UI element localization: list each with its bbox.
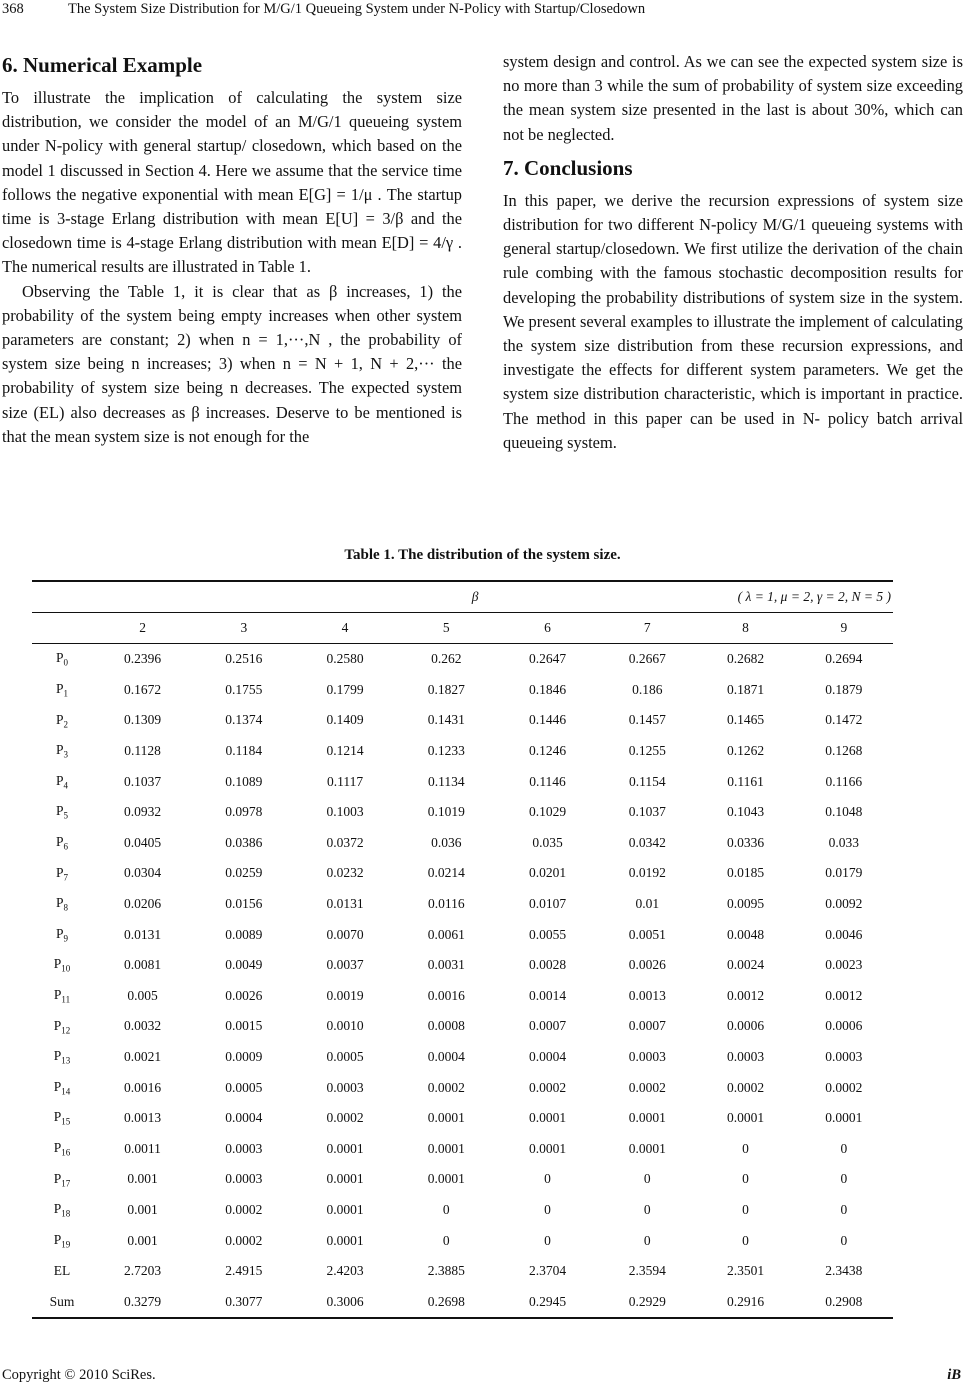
table-cell: 0.1184: [225, 743, 263, 759]
table-cell: 0.262: [431, 651, 462, 667]
beta-column-header: 8: [696, 613, 794, 644]
table-cell: 0.0201: [528, 865, 567, 881]
section-6-paragraph-2-continued: system design and control. As we can see the expected system size is no more than 3 while the sum of probability of system size exceeding the mean system size presented in the last is about 30%, which can not be neglected.: [503, 52, 963, 144]
row-label: $P_6$: [55, 834, 68, 852]
section-7-paragraph-1: In this paper, we derive the recursion expressions of system size distribution for two different N-policy M/G/1 queueing systems with general startup/closedown. We first utilize the derivation of the chain rule combing with the famous stochastic decomposition results for developing the probability distributions of system size in the system. We present several examples to illustrate the implement of calculating the system size distribution from these recursion expressions, and investigate the effects for different system parameters. We get the system size distribution characteristic, which is important in practice. The method in this paper can be used in N- policy batch arrival queueing system.: [503, 190, 963, 452]
table-cell: 0.0011: [124, 1140, 161, 1156]
copyright: Copyright © 2010 SciRes.: [2, 1367, 156, 1383]
distribution-table: [32, 580, 893, 1319]
table-cell: 0.186: [632, 681, 663, 697]
table-cell: 0.0005: [225, 1079, 263, 1095]
table-cell: 2.3704: [528, 1263, 567, 1279]
table-cell: 0.0259: [225, 865, 263, 881]
table-body: [32, 644, 893, 1319]
table-cell: 0.0024: [726, 957, 765, 973]
table-cell: 0.0002: [225, 1232, 263, 1248]
row-label: $P_8$: [55, 895, 68, 913]
table-cell: 0: [442, 1201, 450, 1217]
table-cell: 0.0131: [124, 926, 162, 942]
table-row: [32, 705, 893, 736]
table-cell: 0.0003: [225, 1140, 263, 1156]
table-row: [32, 858, 893, 889]
table-cell: 0.1134: [427, 773, 465, 789]
table-cell: 0.0001: [326, 1140, 364, 1156]
table-cell: 0.0037: [326, 957, 364, 973]
left-column: [2, 50, 462, 449]
table-cell: 0.0336: [726, 834, 765, 850]
row-label: $P_{14}$: [53, 1078, 71, 1097]
table-cell: 0.1755: [225, 681, 263, 697]
table-cell: 0: [742, 1140, 749, 1156]
table-cell: 0.2647: [528, 651, 567, 667]
table-cell: 2.4203: [326, 1263, 364, 1279]
table-cell: 0.0008: [427, 1018, 465, 1034]
table-cell: 0.0012: [726, 987, 765, 1003]
table-cell: 0.035: [532, 834, 563, 850]
table-cell: 0.0001: [326, 1171, 364, 1187]
table-cell: 0.0016: [427, 987, 465, 1003]
table-cell: 2.3438: [825, 1263, 863, 1279]
table-cell: 0.0005: [326, 1049, 364, 1065]
beta-column-header: 6: [497, 613, 598, 644]
table-cell: 0.0061: [427, 926, 465, 942]
table-cell: 0.0131: [326, 896, 364, 912]
table-cell: 0.0013: [628, 987, 666, 1003]
table-cell: 0.1048: [825, 804, 863, 820]
table-cell: 0.0031: [427, 957, 465, 973]
table-cell: 0.1431: [427, 712, 465, 728]
table-cell: 0.0002: [326, 1110, 364, 1126]
table-cell: 0.3077: [193, 1286, 294, 1318]
row-label: $P_{17}$: [53, 1170, 71, 1189]
table-cell: 0: [840, 1171, 848, 1187]
table-cell: 0.0001: [528, 1110, 567, 1126]
table-row: [32, 736, 893, 767]
beta-column-header: 2: [92, 613, 193, 644]
table-cell: 2.7203: [124, 1263, 162, 1279]
table-cell: 0.0028: [528, 957, 567, 973]
table-cell: 0.0156: [225, 896, 263, 912]
beta-column-header: 9: [795, 613, 893, 644]
table-cell: 0.0006: [726, 1018, 765, 1034]
table-cell: 0.2916: [696, 1286, 794, 1318]
table-row: [32, 1225, 893, 1256]
table-cell: 0.0405: [124, 834, 162, 850]
beta-column-header: 5: [396, 613, 497, 644]
table-cell: 0.0006: [825, 1018, 863, 1034]
table-cell: 0.1246: [528, 743, 567, 759]
table-cell: 0.0001: [326, 1201, 364, 1217]
table-cell: 0.0081: [124, 957, 162, 973]
table-row: [32, 981, 893, 1012]
table-cell: 0.0001: [825, 1110, 863, 1126]
table-cell: 0.2694: [825, 651, 863, 667]
table-cell: 0: [742, 1232, 749, 1248]
table-row: [32, 828, 893, 859]
table-cell: 0.0095: [726, 896, 765, 912]
table-cell: 0.1161: [727, 773, 764, 789]
table-cell: 0.0026: [225, 987, 263, 1003]
table-cell: 0.1233: [427, 743, 465, 759]
table-cell: 0.0001: [628, 1110, 666, 1126]
table-cell: 0.0002: [825, 1079, 863, 1095]
section-6-paragraph-2: Observing the Table 1, it is clear that as β increases, 1) the probability of the system being empty increases when other system parameters are constant; 2) when n = 1,···,N , the probability of system size being n increases; 3) when n = N + 1, N + 2,··· the probability of system size being n decreases. The expected system size (EL) also decreases as β increases. Deserve to be mentioned is that the mean system size is not enough for the: [2, 281, 462, 446]
table-cell: 0.0001: [628, 1140, 666, 1156]
table-cell: 0.0001: [326, 1232, 364, 1248]
row-label: $P_1$: [55, 681, 68, 699]
table-cell: 0.1799: [326, 681, 364, 697]
table-cell: 0.0214: [427, 865, 465, 881]
table-cell: 0.2682: [726, 651, 765, 667]
table-cell: 0.1465: [726, 712, 765, 728]
table-cell: 0.1374: [225, 712, 263, 728]
row-label: $P_5$: [55, 803, 68, 822]
table-cell: 0.0016: [124, 1079, 162, 1095]
table-cell: 0.1117: [326, 773, 364, 789]
table-cell: 0.0001: [427, 1171, 465, 1187]
table-cell: 0.0003: [225, 1171, 263, 1187]
table-cell: 0.0012: [825, 987, 863, 1003]
table-cell: 0.0003: [628, 1049, 666, 1065]
table-cell: 0.0185: [726, 865, 765, 881]
table-row: [32, 1256, 893, 1287]
table-beta-header-row: [32, 613, 893, 644]
row-label: $P_{10}$: [53, 956, 71, 975]
table-cell: 0.0013: [124, 1110, 162, 1126]
table-cell: 0.0026: [628, 957, 666, 973]
table-cell: 0.1037: [628, 804, 666, 820]
table-cell: 0.0179: [825, 865, 863, 881]
table-cell: 0.01: [635, 896, 660, 912]
row-label: $P_3$: [55, 742, 68, 760]
page-header: [0, 0, 965, 24]
row-label: $P_2$: [55, 711, 68, 730]
table-cell: 0.0089: [225, 926, 263, 942]
table-cell: 0.0046: [825, 926, 863, 942]
table-cell: 0.0932: [124, 804, 162, 820]
table-cell: 0.0192: [628, 865, 666, 881]
beta-column-header: 4: [294, 613, 395, 644]
table-cell: 0.2929: [598, 1286, 696, 1318]
table-row: [32, 1195, 893, 1226]
table-cell: 0.0032: [124, 1018, 162, 1034]
table-row: [32, 1164, 893, 1195]
table-cell: 0.1214: [326, 743, 364, 759]
row-label: Sum: [32, 1286, 92, 1318]
table-cell: 0.0002: [225, 1201, 263, 1217]
table-cell: 0: [840, 1232, 848, 1248]
row-label: $P_{16}$: [53, 1139, 71, 1158]
table-cell: 0.0007: [528, 1018, 567, 1034]
table-cell: 0.1446: [528, 712, 567, 728]
table-cell: 0.0107: [528, 896, 567, 912]
table-row: [32, 1286, 893, 1318]
table-row: [32, 1134, 893, 1165]
table-cell: 0.1128: [124, 743, 161, 759]
table-cell: 0.0092: [825, 896, 863, 912]
table-row: [32, 919, 893, 950]
table-cell: 0.0051: [628, 926, 666, 942]
table-cell: 0.0014: [528, 987, 567, 1003]
section-6-heading: 6. Numerical Example: [2, 53, 203, 77]
table-cell: 0: [544, 1201, 551, 1217]
table-cell: 0.2698: [396, 1286, 497, 1318]
beta-column-header: 7: [598, 613, 696, 644]
table-cell: 0.2516: [225, 651, 263, 667]
table-cell: 0.1846: [528, 681, 567, 697]
table-cell: 0.1871: [726, 681, 765, 697]
table-param-row: [32, 581, 893, 613]
table-cell: 0.1268: [825, 743, 863, 759]
table-cell: 0.0002: [528, 1079, 567, 1095]
table-cell: 2.3885: [427, 1263, 465, 1279]
table-cell: 0.1037: [124, 773, 162, 789]
table-cell: 0.033: [828, 834, 860, 850]
table-cell: 0.1255: [628, 743, 666, 759]
table-cell: 0.0002: [427, 1079, 465, 1095]
table-cell: 0.1672: [124, 681, 162, 697]
table-cell: 0.2945: [497, 1286, 598, 1318]
table-cell: 0.0232: [326, 865, 364, 881]
table-cell: 0.3006: [294, 1286, 395, 1318]
table-cell: 0.0003: [825, 1049, 863, 1065]
table-cell: 0.0009: [225, 1049, 263, 1065]
section-7-heading: 7. Conclusions: [503, 155, 633, 180]
table-cell: 0.0002: [726, 1079, 765, 1095]
table-cell: 0.0002: [628, 1079, 666, 1095]
table-cell: 0.001: [127, 1171, 158, 1187]
table-caption: Table 1. The distribution of the system size.: [344, 547, 621, 563]
row-label: $P_{12}$: [53, 1017, 71, 1036]
beta-column-header: 3: [193, 613, 294, 644]
table-cell: 0.1146: [529, 773, 566, 789]
table-cell: 0.0004: [528, 1049, 567, 1065]
table-cell: 0.0055: [528, 926, 567, 942]
table-cell: 0.1029: [528, 804, 567, 820]
row-label: $P_0$: [55, 650, 68, 669]
page-number: 368: [2, 1, 24, 17]
table-cell: 0.0001: [726, 1110, 765, 1126]
table-cell: 0: [442, 1232, 450, 1248]
table-cell: 0: [643, 1201, 651, 1217]
row-label: $P_{15}$: [53, 1109, 71, 1128]
table-cell: 0.0007: [628, 1018, 666, 1034]
table-cell: 0.1472: [825, 712, 863, 728]
table-cell: 0.0978: [225, 804, 263, 820]
table-cell: 0.0004: [225, 1110, 263, 1126]
row-label: $P_4$: [55, 772, 68, 791]
row-label: $P_7$: [55, 864, 68, 883]
table-cell: 0.0023: [825, 957, 863, 973]
beta-label: β: [92, 581, 598, 613]
table-cell: 0.1166: [825, 773, 863, 789]
table-cell: 0.1089: [225, 773, 263, 789]
table-cell: 0.0304: [124, 865, 162, 881]
table-cell: 0.0021: [124, 1049, 162, 1065]
table-row: [32, 675, 893, 706]
table-cell: 0.0004: [427, 1049, 465, 1065]
table-cell: 0: [840, 1140, 848, 1156]
table-cell: 0.0372: [326, 834, 364, 850]
table-cell: 0: [840, 1201, 848, 1217]
table-cell: 0.1019: [427, 804, 465, 820]
row-label: $P_{13}$: [53, 1048, 71, 1066]
table-cell: 2.3501: [726, 1263, 765, 1279]
table-cell: 0: [643, 1171, 651, 1187]
table-row: [32, 1103, 893, 1134]
table-row: [32, 950, 893, 981]
running-title: The System Size Distribution for M/G/1 Queueing System under N-Policy with Startup/Closedown: [68, 1, 646, 17]
table-cell: 0.2667: [628, 651, 666, 667]
table-cell: 0.005: [127, 987, 158, 1003]
table-row: [32, 766, 893, 797]
table-cell: 0.1879: [825, 681, 863, 697]
section-6-paragraph-1: To illustrate the implication of calculating the system size distribution, we consider the model of an M/G/1 queueing system under N-policy with general startup/ closedown, which based on the model 1 discussed in Section 4. Here we assume that the service time follows the negative exponential with mean E[G] = 1/μ . The startup time is 3-stage Erlang distribution with mean E[U] = 3/β and the closedown time is 4-stage Erlang distribution with mean E[D] = 4/γ . The numerical results are illustrated in Table 1.: [2, 88, 462, 277]
table-cell: 0.0342: [628, 834, 666, 850]
table-row: [32, 889, 893, 920]
table-cell: 0.0070: [326, 926, 364, 942]
row-label: $P_{18}$: [53, 1201, 71, 1219]
table-cell: 0: [643, 1232, 651, 1248]
table-cell: 0.001: [127, 1201, 158, 1217]
table-cell: 0: [742, 1171, 749, 1187]
table-cell: 0.1457: [628, 712, 666, 728]
table-cell: 0.3279: [92, 1286, 193, 1318]
table-row: [32, 644, 893, 675]
row-label: $P_{11}$: [53, 986, 71, 1005]
journal-abbrev: iB: [947, 1367, 961, 1383]
table-cell: 0.0001: [528, 1140, 567, 1156]
table-cell: 0.1309: [124, 712, 162, 728]
table-row: [32, 1042, 893, 1073]
row-label: EL: [53, 1263, 71, 1279]
table-cell: 0.0010: [326, 1018, 364, 1034]
table-cell: 0.0001: [427, 1140, 465, 1156]
table-cell: 0: [544, 1171, 551, 1187]
table-cell: 0.0003: [726, 1049, 765, 1065]
table-cell: 0.1003: [326, 804, 364, 820]
table-cell: 0: [742, 1201, 749, 1217]
table-cell: 0.0116: [427, 896, 465, 912]
table-cell: 0.1409: [326, 712, 364, 728]
table-cell: 0.2908: [795, 1286, 893, 1318]
table-row: [32, 1072, 893, 1103]
table-cell: 0.2396: [124, 651, 162, 667]
table-cell: 0.0003: [326, 1079, 364, 1095]
table-cell: 0.001: [127, 1232, 158, 1248]
table-cell: 2.4915: [225, 1263, 263, 1279]
table-cell: 0.0386: [225, 834, 263, 850]
table-cell: 2.3594: [628, 1263, 666, 1279]
table-cell: 0.0048: [726, 926, 765, 942]
table-cell: 0.036: [431, 834, 462, 850]
table-cell: 0.2580: [326, 651, 364, 667]
table-cell: 0.0049: [225, 957, 263, 973]
table-cell: 0: [544, 1232, 551, 1248]
row-label: $P_9$: [55, 925, 68, 944]
params-label: ( λ = 1, μ = 2, γ = 2, N = 5 ): [598, 581, 893, 613]
table-cell: 0.1043: [726, 804, 765, 820]
table-cell: 0.0019: [326, 987, 364, 1003]
table-cell: 0.1154: [628, 773, 666, 789]
table-cell: 0.1262: [726, 743, 765, 759]
table-cell: 0.0015: [225, 1018, 263, 1034]
table-row: [32, 797, 893, 828]
table-cell: 0.0206: [124, 896, 162, 912]
table-cell: 0.0001: [427, 1110, 465, 1126]
row-label: $P_{19}$: [53, 1231, 71, 1250]
right-column: [503, 50, 963, 455]
table-row: [32, 1011, 893, 1042]
table-cell: 0.1827: [427, 681, 465, 697]
